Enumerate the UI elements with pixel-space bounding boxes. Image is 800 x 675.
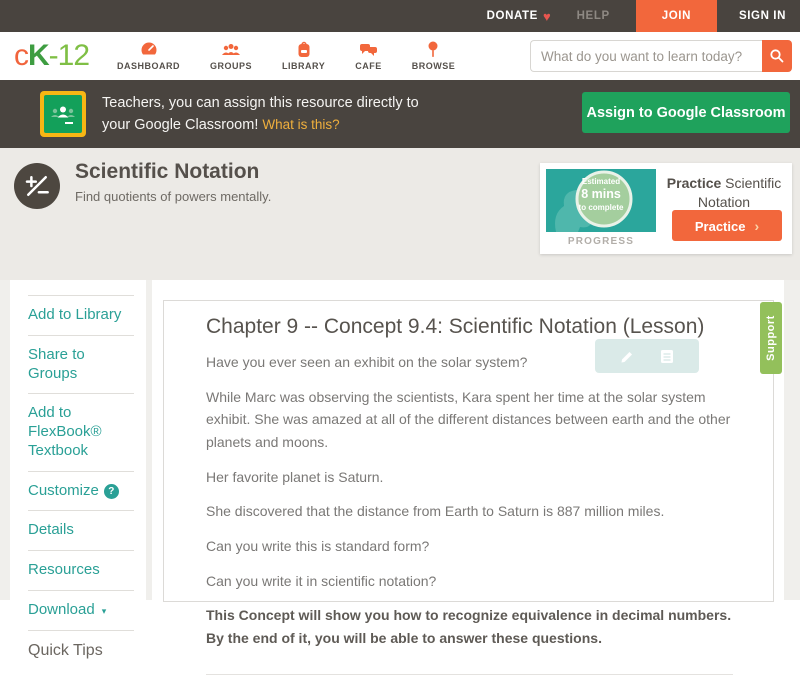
logo-c: c xyxy=(14,39,28,72)
join-button[interactable]: JOIN xyxy=(636,0,717,32)
cafe-chat-icon xyxy=(359,41,378,58)
customize-label: Customize xyxy=(28,481,99,499)
help-link[interactable]: HELP xyxy=(576,10,610,22)
download-label: Download xyxy=(28,600,95,618)
ck12-logo[interactable] xyxy=(14,39,89,73)
lesson-summary-paragraph: This Concept will show you how to recognize equivalence in decimal numbers. By the end of it, you will be able to answer these questions. xyxy=(206,607,732,647)
nav-browse[interactable] xyxy=(412,41,456,71)
lesson-heading: Chapter 9 -- Concept 9.4: Scientific Notation (Lesson) xyxy=(206,315,705,338)
support-tab[interactable] xyxy=(760,302,782,374)
sign-in-link[interactable]: SIGN IN xyxy=(738,10,786,22)
concept-header xyxy=(0,148,800,280)
search-button[interactable] xyxy=(762,40,792,72)
page-title: Scientific Notation xyxy=(75,160,260,183)
search-input[interactable] xyxy=(530,40,762,72)
sidebar-item-add-to-library[interactable]: Add to Library xyxy=(28,295,134,336)
arrow-right-icon: › xyxy=(754,217,760,234)
browse-pin-icon xyxy=(427,41,439,58)
nav-label: DASHBOARD xyxy=(117,61,181,71)
notes-doc-icon[interactable] xyxy=(660,349,674,364)
banner-line2: your Google Classroom! xyxy=(102,117,259,133)
sidebar-item-customize[interactable] xyxy=(28,472,134,512)
lesson-paragraph: While Marc was observing the scientists, Kara spent her time at the solar system exhibit. She was amazed at all of the different distances between earth and the other planets and moons. xyxy=(206,388,731,451)
practice-button[interactable] xyxy=(672,210,782,241)
google-classroom-banner xyxy=(0,80,800,148)
estimated-label: Estimated xyxy=(581,177,621,186)
heart-icon: ♥ xyxy=(542,8,551,24)
dashboard-gauge-icon xyxy=(140,41,158,58)
content-region xyxy=(0,280,800,659)
nav-label: BROWSE xyxy=(411,61,456,71)
lesson-panel xyxy=(152,280,784,647)
search-icon xyxy=(769,48,785,64)
lesson-card xyxy=(163,300,774,647)
library-backpack-icon xyxy=(296,41,312,58)
donate-link[interactable]: DONATE xyxy=(486,10,538,22)
progress-label: PROGRESS xyxy=(567,236,635,247)
logo-k: K xyxy=(28,39,49,72)
sidebar xyxy=(10,280,146,659)
practice-cta-text xyxy=(660,174,788,212)
cta-bold: Practice xyxy=(666,175,722,191)
google-classroom-icon xyxy=(40,91,86,137)
banner-line1: Teachers, you can assign this resource directly to xyxy=(102,94,419,111)
banner-message xyxy=(102,92,419,137)
what-is-this-link[interactable]: What is this? xyxy=(262,117,340,132)
page-subtitle: Find quotients of powers mentally. xyxy=(75,189,272,204)
nav-cafe[interactable] xyxy=(355,41,382,71)
sidebar-item-details[interactable]: Details xyxy=(28,511,134,551)
sidebar-item-quick-tips[interactable]: Quick Tips xyxy=(28,641,103,659)
plus-minus-icon xyxy=(14,163,60,209)
duration-value: 8 mins xyxy=(581,187,621,201)
practice-widget xyxy=(540,163,792,254)
nav-library[interactable] xyxy=(282,41,325,71)
nav-label: CAFE xyxy=(355,61,382,71)
assign-to-classroom-button[interactable]: Assign to Google Classroom xyxy=(582,92,790,133)
top-utility-bar xyxy=(0,0,800,32)
practice-button-label: Practice xyxy=(694,218,746,234)
lesson-paragraph: Her favorite planet is Saturn. xyxy=(206,468,384,485)
nav-groups[interactable] xyxy=(210,41,252,71)
practice-thumbnail[interactable] xyxy=(546,169,656,232)
nav-label: LIBRARY xyxy=(282,61,326,71)
to-complete-label: to complete xyxy=(578,202,624,212)
cta-rest: Scientific Notation xyxy=(697,175,782,210)
sidebar-item-add-to-flexbook[interactable]: Add to FlexBook® Textbook xyxy=(28,394,134,471)
lesson-paragraph: Have you ever seen an exhibit on the solar system? xyxy=(206,354,528,370)
lesson-paragraph: She discovered that the distance from Earth to Saturn is 887 million miles. xyxy=(206,503,665,520)
nav-items xyxy=(117,41,485,71)
pencil-edit-icon[interactable] xyxy=(620,349,635,364)
lesson-paragraph: Can you write this is standard form? xyxy=(206,538,430,555)
logo-12: -12 xyxy=(48,39,90,72)
sidebar-item-download[interactable] xyxy=(28,591,134,631)
groups-people-icon xyxy=(221,41,241,58)
nav-label: GROUPS xyxy=(210,61,253,71)
nav-dashboard[interactable] xyxy=(117,41,180,71)
sidebar-item-resources[interactable]: Resources xyxy=(28,551,134,591)
question-badge-icon[interactable]: ? xyxy=(104,484,119,499)
main-navbar xyxy=(0,32,800,80)
lesson-paragraph: Can you write it in scientific notation? xyxy=(206,572,437,589)
support-tab-label: Support xyxy=(765,315,778,361)
edit-toolbar xyxy=(595,339,699,373)
caret-down-icon: ▾ xyxy=(101,605,107,616)
search-bar xyxy=(530,40,792,72)
sidebar-item-share-to-groups[interactable]: Share to Groups xyxy=(28,336,134,395)
